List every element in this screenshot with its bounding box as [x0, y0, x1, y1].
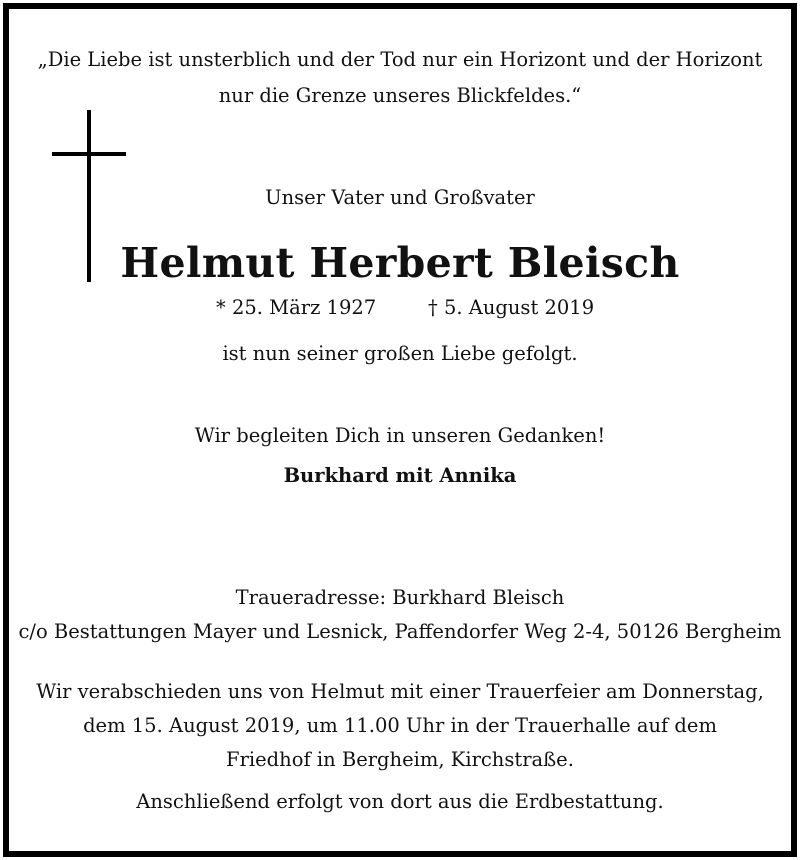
phrase-text: ist nun seiner großen Liebe gefolgt. [222, 342, 578, 365]
death-date: † 5. August 2019 [428, 296, 595, 319]
farewell-text: Wir begleiten Dich in unseren Gedanken! [194, 424, 606, 447]
quote-line-1: „Die Liebe ist unsterblich und der Tod nur ein Horizont und der Horizont [37, 48, 763, 71]
ceremony-line-3: Friedhof in Bergheim, Kirchstraße. [226, 748, 574, 771]
ceremony-line-1: Wir verabschieden uns von Helmut mit einer Trauerfeier am Donnerstag, [36, 680, 764, 703]
quote-line-2: nur die Grenze unseres Blickfeldes.“ [218, 84, 582, 107]
deceased-name: Helmut Herbert Bleisch [120, 239, 680, 287]
mourners-names: Burkhard mit Annika [283, 464, 517, 487]
address-line-1: Traueradresse: Burkhard Bleisch [235, 586, 565, 609]
intro-text: Unser Vater und Großvater [265, 186, 535, 209]
ceremony-line-2: dem 15. August 2019, um 11.00 Uhr in der Trauerhalle auf dem [83, 714, 717, 737]
address-line-2: c/o Bestattungen Mayer und Lesnick, Paffendorfer Weg 2-4, 50126 Bergheim [18, 620, 782, 643]
birth-date: * 25. März 1927 [216, 296, 377, 319]
burial-text: Anschließend erfolgt von dort aus die Erdbestattung. [136, 790, 664, 813]
